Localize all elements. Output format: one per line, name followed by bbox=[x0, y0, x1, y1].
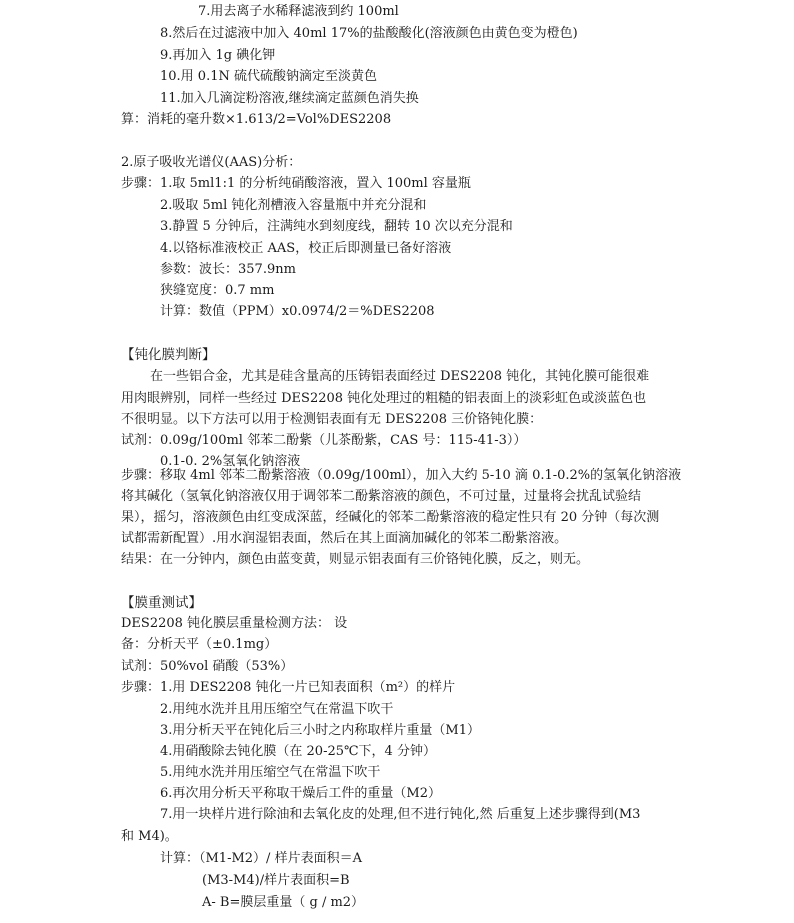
text-line: 5.用纯水洗并用压缩空气在常温下吹干 bbox=[160, 765, 381, 780]
text-line: 计算：数值（PPM）x0.0974/2＝%DES2208 bbox=[160, 304, 435, 319]
section-heading: 【膜重测试】 bbox=[121, 595, 202, 611]
text-line: 7.用去离子水稀释滤液到约 100ml bbox=[198, 4, 399, 19]
text-line: 和 M4)。 bbox=[121, 829, 178, 844]
text-line: 2.用纯水洗并且用压缩空气在常温下吹干 bbox=[160, 702, 394, 717]
text-line: 试都需新配置）.用水润湿铝表面，然后在其上面滴加碱化的邻苯二酚紫溶液。 bbox=[121, 531, 568, 546]
text-line: 4.以铬标准液校正 AAS，校正后即测量已备好溶液 bbox=[160, 241, 452, 256]
text-line: DES2208 钝化膜层重量检测方法： 设 bbox=[121, 616, 348, 631]
text-line: 7.用一块样片进行除油和去氧化皮的处理,但不进行钝化,然 后重复上述步骤得到(M3 bbox=[160, 807, 641, 822]
text-line: 参数：波长：357.9nm bbox=[160, 262, 296, 277]
text-line: 试剂：50%vol 硝酸（53%） bbox=[121, 659, 294, 674]
text-line: 2.吸取 5ml 钝化剂槽液入容量瓶中并充分混和 bbox=[160, 198, 427, 213]
text-line: 4.用硝酸除去钝化膜（在 20-25℃下，4 分钟） bbox=[160, 744, 436, 759]
text-line: A- B=膜层重量（ g / m2） bbox=[202, 895, 365, 910]
text-line: 试剂：0.09g/100ml 邻苯二酚紫（儿茶酚紫，CAS 号：115-41-3）） bbox=[121, 433, 527, 448]
text-line: 9.再加入 1g 碘化钾 bbox=[160, 48, 276, 63]
section-heading: 【钝化膜判断】 bbox=[121, 347, 216, 363]
text-line: 步骤：移取 4ml 邻苯二酚紫溶液（0.09g/100ml），加入大约 5-10 滴 0.1-0.2%的氢氧化钠溶液 bbox=[121, 468, 682, 483]
text-line: 0.1-0. 2%氢氧化钠溶液 bbox=[160, 454, 301, 469]
text-line: 用肉眼辨别，同样一些经过 DES2208 钝化处理过的粗糙的铝表面上的淡彩虹色或淡蓝色也 bbox=[121, 391, 647, 406]
text-line: 步骤：1.用 DES2208 钝化一片已知表面积（m²）的样片 bbox=[121, 680, 456, 695]
text-line: 不很明显。以下方法可以用于检测铝表面有无 DES2208 三价铬钝化膜： bbox=[121, 412, 543, 427]
text-line: 计算：（M1-M2）/ 样片表面积＝A bbox=[160, 851, 362, 866]
text-line: 6.再次用分析天平称取干燥后工件的重量（M2） bbox=[160, 786, 441, 801]
text-line: (M3-M4)/样片表面积=B bbox=[202, 873, 350, 888]
text-line: 狭缝宽度：0.7 mm bbox=[160, 283, 275, 298]
text-line: 2.原子吸收光谱仪(AAS)分析： bbox=[121, 155, 302, 170]
text-line: 3.用分析天平在钝化后三小时之内称取样片重量（M1） bbox=[160, 723, 480, 738]
text-line: 果），摇匀，溶液颜色由红变成深蓝，经碱化的邻苯二酚紫溶液的稳定性只有 20 分钟（每次测 bbox=[121, 510, 660, 525]
text-line: 将其碱化（氢氧化钠溶液仅用于调邻苯二酚紫溶液的颜色，不可过量，过量将会扰乱试验结 bbox=[121, 489, 642, 504]
text-line: 在一些铝合金，尤其是硅含量高的压铸铝表面经过 DES2208 钝化，其钝化膜可能很难 bbox=[150, 369, 650, 384]
text-line: 步骤：1.取 5ml1:1 的分析纯硝酸溶液，置入 100ml 容量瓶 bbox=[121, 176, 471, 191]
text-line: 备：分析天平（±0.1mg） bbox=[121, 637, 278, 652]
text-line: 11.加入几滴淀粉溶液,继续滴定蓝颜色消失换 bbox=[160, 91, 419, 106]
text-line: 3.静置 5 分钟后，注满纯水到刻度线，翻转 10 次以充分混和 bbox=[160, 219, 513, 234]
text-line: 结果：在一分钟内，颜色由蓝变黄，则显示铝表面有三价铬钝化膜，反之，则无。 bbox=[121, 552, 590, 567]
text-line: 算：消耗的毫升数×1.613/2=Vol%DES2208 bbox=[121, 112, 392, 127]
text-line: 10.用 0.1N 硫代硫酸钠滴定至淡黄色 bbox=[160, 69, 377, 84]
text-line: 8.然后在过滤液中加入 40ml 17%的盐酸酸化(溶液颜色由黄色变为橙色) bbox=[160, 26, 578, 41]
